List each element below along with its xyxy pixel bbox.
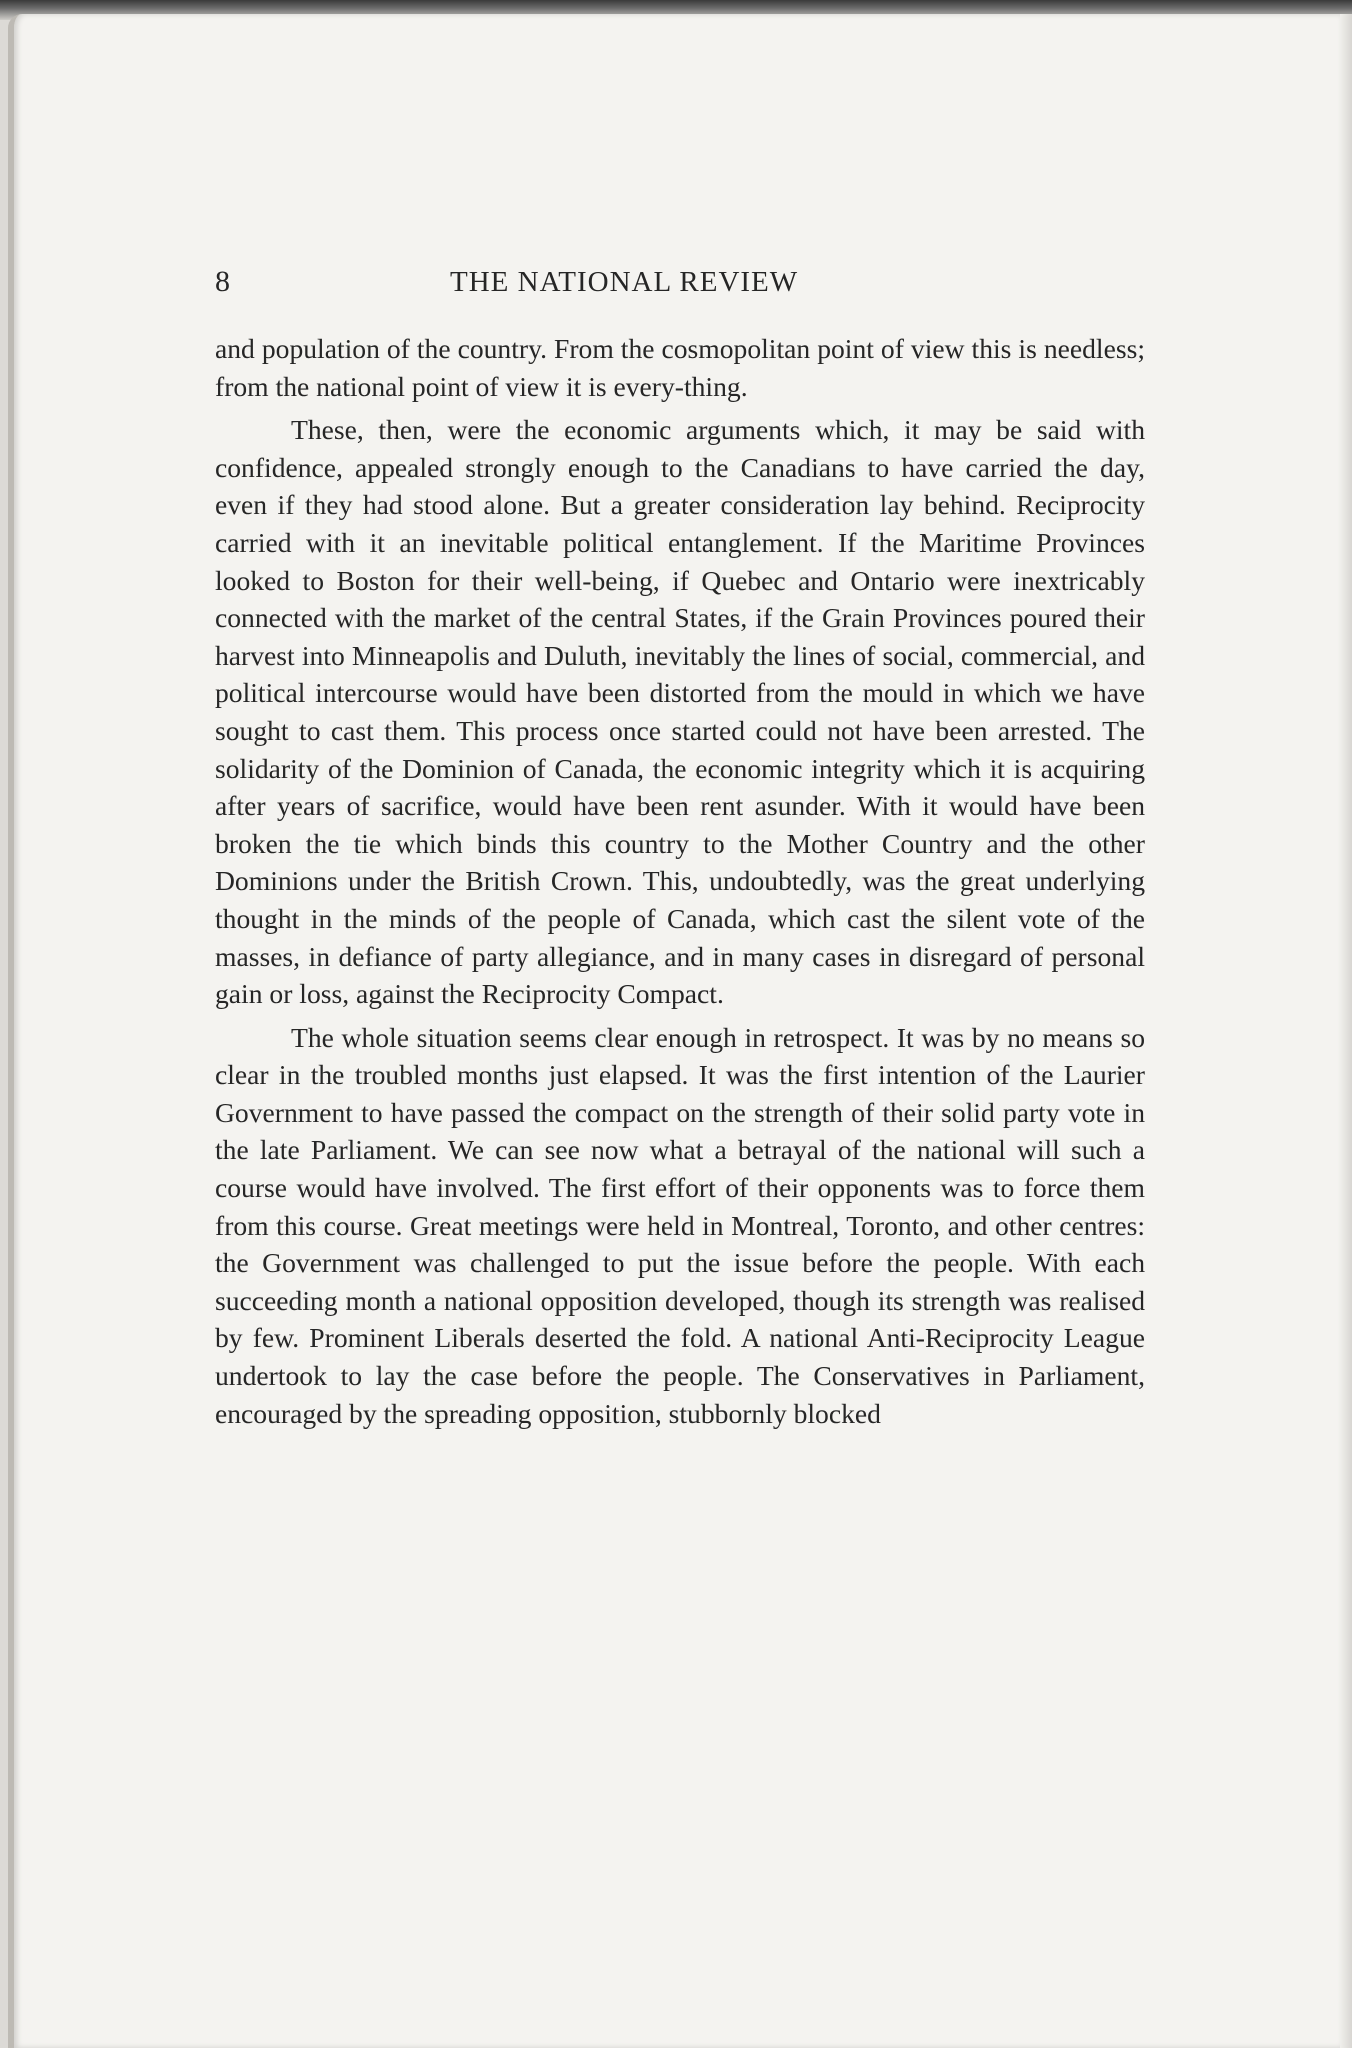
page-right-edge	[1340, 14, 1352, 2048]
running-title: THE NATIONAL REVIEW	[450, 266, 799, 298]
page-header	[215, 262, 1115, 302]
page-number: 8	[215, 265, 230, 298]
body-text	[215, 330, 1145, 1432]
paragraph-continuation: and population of the country. From the cosmopolitan point of view this is needless; from the national point of view it is every-thing.	[215, 333, 1145, 402]
paragraph-situation: The whole situation seems clear enough in retrospect. It was by no means so clear in the troubled months just elapsed. It was the first intention of the Laurier Government to have passed the compact on the strength of their solid party vote in the late Parliament. We can see now what a betrayal of the national will such a course would have involved. The first effort of their opponents was to force them from this course. Great meetings were held in Montreal, Toronto, and other centres: the Government was challenged to put the issue before the people. With each succeeding month a national opposition developed, though its strength was realised by few. Prominent Liberals deserted the fold. A national Anti-Reciprocity League undertook to lay the case before the people. The Conservatives in Parliament, encouraged by the spreading opposition, stubbornly blocked	[215, 1021, 1145, 1429]
paragraph-economic-arguments: These, then, were the economic arguments which, it may be said with confidence, appealed strongly enough to the Canadians to have carried the day, even if they had stood alone. But a greater consideration lay behind. Reciprocity carried with it an inevitable political entanglement. If the Maritime Provinces looked to Boston for their well-being, if Quebec and Ontario were inextricably connected with the market of the central States, if the Grain Provinces poured their harvest into Minneapolis and Duluth, inevitably the lines of social, commercial, and political intercourse would have been distorted from the mould in which we have sought to cast them. This process once started could not have been arrested. The solidarity of the Dominion of Canada, the economic integrity which it is acquiring after years of sacrifice, would have been rent asunder. With it would have been broken the tie which binds this country to the Mother Country and the other Dominions under the British Crown. This, undoubtedly, was the great underlying thought in the minds of the people of Canada, which cast the silent vote of the masses, in defiance of party allegiance, and in many cases in disregard of personal gain or loss, against the Reciprocity Compact.	[215, 414, 1145, 1010]
